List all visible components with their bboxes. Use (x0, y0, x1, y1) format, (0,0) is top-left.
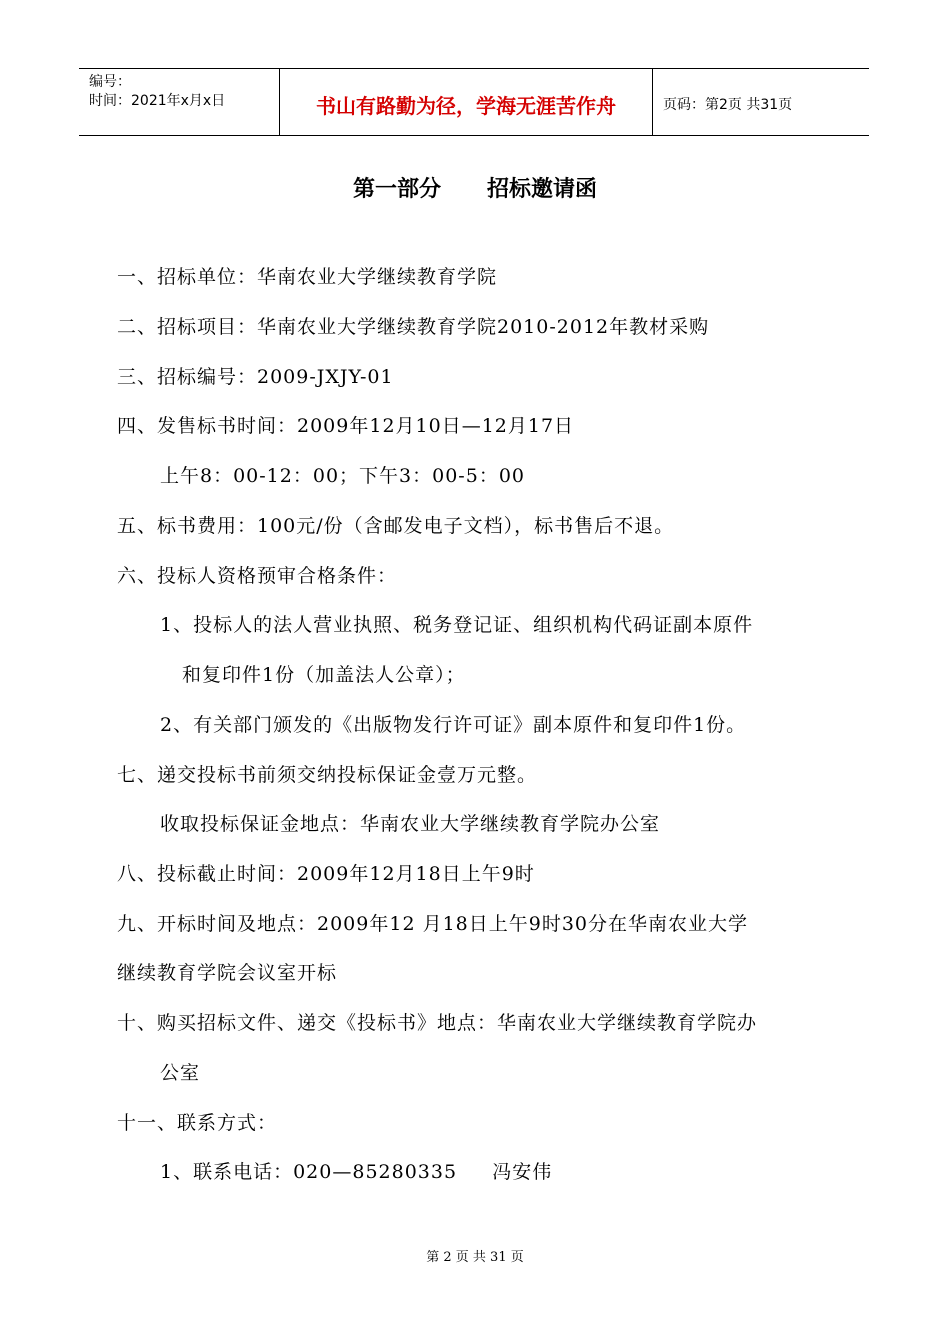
header-meta (79, 69, 280, 135)
header-motto: 书山有路勤为径，学海无涯苦作舟 (280, 69, 653, 135)
doc-line: 1、投标人的法人营业执照、税务登记证、组织机构代码证副本原件 (160, 614, 754, 636)
section-title: 第一部分 招标邀请函 (353, 177, 597, 202)
doc-line: 公室 (160, 1062, 201, 1084)
doc-line: 十一、联系方式： (117, 1112, 278, 1134)
doc-line: 1、联系电话：020—85280335 冯安伟 (160, 1161, 553, 1183)
doc-line: 三、招标编号：2009-JXJY-01 (117, 366, 394, 388)
doc-line: 继续教育学院会议室开标 (117, 962, 338, 984)
number-label: 编号： (89, 74, 131, 90)
doc-line: 五、标书费用：100元/份（含邮发电子文档），标书售后不退。 (117, 515, 675, 537)
doc-line: 九、开标时间及地点：2009年12 月18日上午9时30分在华南农业大学 (117, 913, 749, 935)
doc-line: 上午8：00-12：00；下午3：00-5：00 (160, 465, 525, 487)
doc-line: 和复印件1份（加盖法人公章）； (182, 664, 466, 686)
doc-line: 2、有关部门颁发的《出版物发行许可证》副本原件和复印件1份。 (160, 714, 747, 736)
doc-line: 二、招标项目：华南农业大学继续教育学院2010-2012年教材采购 (117, 316, 710, 338)
doc-line: 六、投标人资格预审合格条件： (117, 565, 398, 587)
doc-line: 一、招标单位：华南农业大学继续教育学院 (117, 266, 498, 288)
doc-line: 收取投标保证金地点：华南农业大学继续教育学院办公室 (160, 813, 661, 835)
header-page-info: 页码：第2页 共31页 (663, 97, 793, 113)
doc-line: 七、递交投标书前须交纳投标保证金壹万元整。 (117, 764, 538, 786)
doc-line: 四、发售标书时间：2009年12月10日—12月17日 (117, 415, 575, 437)
doc-line: 八、投标截止时间：2009年12月18日上午9时 (117, 863, 535, 885)
doc-line: 十、购买招标文件、递交《投标书》地点：华南农业大学继续教育学院办 (117, 1012, 758, 1034)
page-header (79, 68, 869, 136)
page-footer: 第 2 页 共 31 页 (426, 1250, 524, 1265)
time-label: 时间：2021年x月x日 (89, 93, 226, 109)
